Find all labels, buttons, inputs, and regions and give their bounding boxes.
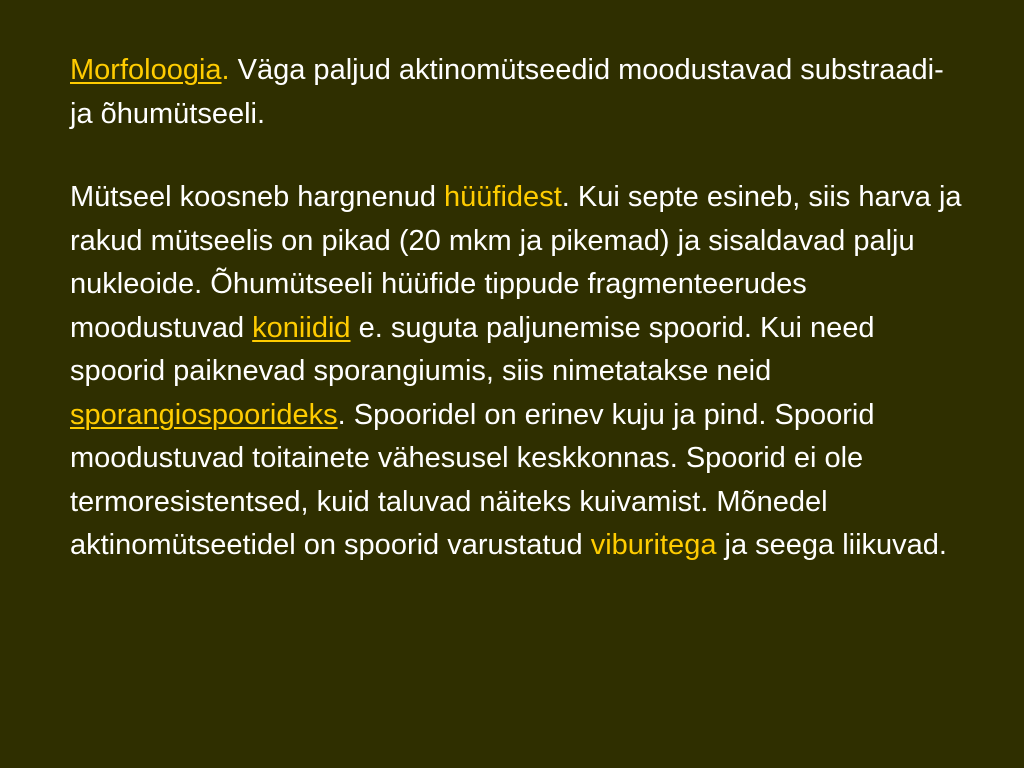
term-viburitega: viburitega — [590, 529, 717, 561]
paragraph-mycelium — [70, 176, 970, 568]
paragraph-2-text-1: Mütseel koosneb hargnenud — [70, 181, 445, 213]
paragraph-2-text-2: . Kui septe esineb, siis harva ja rakud mütseelis on pikad (20 mkm ja pikemad) ja sisaldavad palju nukleoide. Õhumütseeli hüüfide tippude fragmenteerudes moodustuvad — [70, 181, 962, 344]
paragraph-1-text: Väga paljud aktinomütseedid moodustavad substraadi- ja õhumütseeli. — [70, 54, 944, 130]
link-morfoloogia[interactable]: Morfoloogia — [70, 54, 222, 86]
link-sporangiospoorideks[interactable]: sporangiospoorideks — [70, 398, 338, 431]
link-period: . — [221, 54, 230, 86]
paragraph-morphology — [70, 49, 970, 136]
slide-content — [70, 49, 970, 568]
term-hyyfidest: hüüfidest — [444, 181, 562, 213]
paragraph-spacer — [70, 136, 970, 176]
paragraph-2-text-3: e. suguta paljunemise spoorid. Kui need spoorid paiknevad sporangiumis, siis nimetatakse neid — [70, 311, 875, 387]
paragraph-2-text-5: ja seega liikuvad. — [716, 529, 947, 561]
link-koniidid[interactable]: koniidid — [252, 311, 351, 344]
paragraph-2-text-4: . Spooridel on erinev kuju ja pind. Spoorid moodustuvad toitainete vähesusel keskkonnas. Spoorid ei ole termoresistentsed, kuid taluvad näiteks kuivamist. Mõnedel aktinomütseetidel on spoorid varustatud — [70, 398, 875, 561]
